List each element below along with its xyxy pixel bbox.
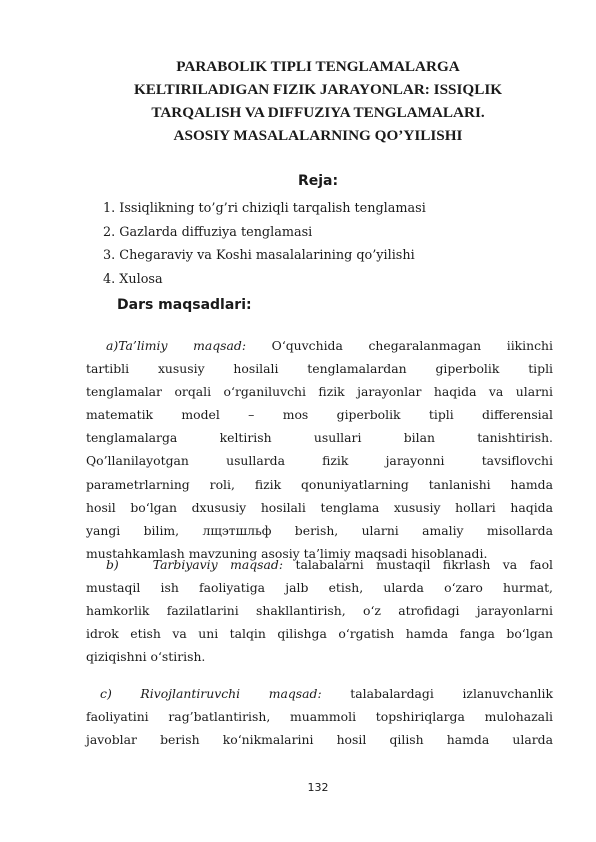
paragraph-line: qiziqishni o‘stirish. [86,649,206,665]
plan-item: 2. Gazlarda diffuziya tenglamasi [103,224,313,240]
paragraph-line [86,334,553,357]
goal-a-paragraph [86,334,553,565]
plan-item: 3. Chegaraviy va Koshi masalalarining qo’yilishi [103,248,415,263]
paragraph-line: matematik model – mos giperbolik tipli differensial [86,407,553,423]
paragraph-line: tenglamalarga keltirish usullari bilan tanishtirish. [86,430,553,446]
goal-c-paragraph [86,682,553,751]
paragraph-line: idrok etish va uni talqin qilishga o‘rgatish hamda fanga bo‘lgan [86,626,553,642]
plan-item: 4. Xulosa [103,271,163,287]
goal-b-label: Tarbiyaviy maqsad: [152,557,284,572]
page-number: 132 [307,781,329,794]
goal-c-label: c) Rivojlantiruvchi maqsad: [100,686,322,701]
paragraph-line: faoliyatini rag’batlantirish, muammoli topshiriqlarga mulohazali [86,709,553,725]
paragraph-line: parametrlarning roli, fizik qonuniyatlarning tanlanishi hamda [86,476,553,492]
goal-b-paragraph [86,553,553,668]
paragraph-line: yangi bilim, лщэтшльф berish, ularni amaliy misollarda [86,522,553,538]
paragraph-line [86,682,553,705]
title-line: ASOSIY MASALALARNING QO’YILISHI [173,127,463,144]
plan-item: 1. Issiqlikning to’g’ri chiziqli tarqalish tenglamasi [103,201,426,216]
paragraph-line: hamkorlik fazilatlarini shakllantirish, o‘z atrofidagi jarayonlarni [86,603,553,619]
paragraph-line: javoblar berish ko‘nikmalarini hosil qilish hamda ularda [86,732,553,748]
paragraph-line: mustaqil ish faoliyatiga jalb etish, ularda o‘zaro hurmat, [86,580,553,596]
plan-list [103,197,426,291]
paragraph-line [86,553,553,576]
goal-a-label: a)Ta’limiy maqsad: [106,338,247,353]
goal-a-first-line: O‘quvchida chegaralanmagan iikinchi [271,338,553,353]
goal-b-first-line: talabalarni mustaqil fikrlash va faol [295,557,553,572]
paragraph-line: tenglamalar orqali o‘rganiluvchi fizik jarayonlar haqida va ularni [86,384,553,400]
goal-b-marker: b) [106,557,119,572]
paragraph-line: tartibli xususiy hosilali tenglamalardan giperbolik tipli [86,361,553,377]
lesson-goals-heading: Dars maqsadlari: [117,297,252,313]
paragraph-line: Qo’llanilayotgan usullarda fizik jarayonni tavsiflovchi [86,453,553,469]
title-line: PARABOLIK TIPLI TENGLAMALARGA [176,58,460,75]
page-title [75,55,561,147]
goal-c-first-line: talabalardagi izlanuvchanlik [350,686,553,701]
title-line: KELTIRILADIGAN FIZIK JARAYONLAR: ISSIQLIK [133,81,503,98]
title-line: TARQALISH VA DIFFUZIYA TENGLAMALARI. [151,104,485,121]
paragraph-line: mustahkamlash mavzuning asosiy ta’limiy maqsadi hisoblanadi. [86,545,488,561]
paragraph-line: hosil bo‘lgan dxususiy hosilali tenglama xususiy hollari haqida [86,499,553,515]
reja-heading: Reja: [297,173,339,189]
